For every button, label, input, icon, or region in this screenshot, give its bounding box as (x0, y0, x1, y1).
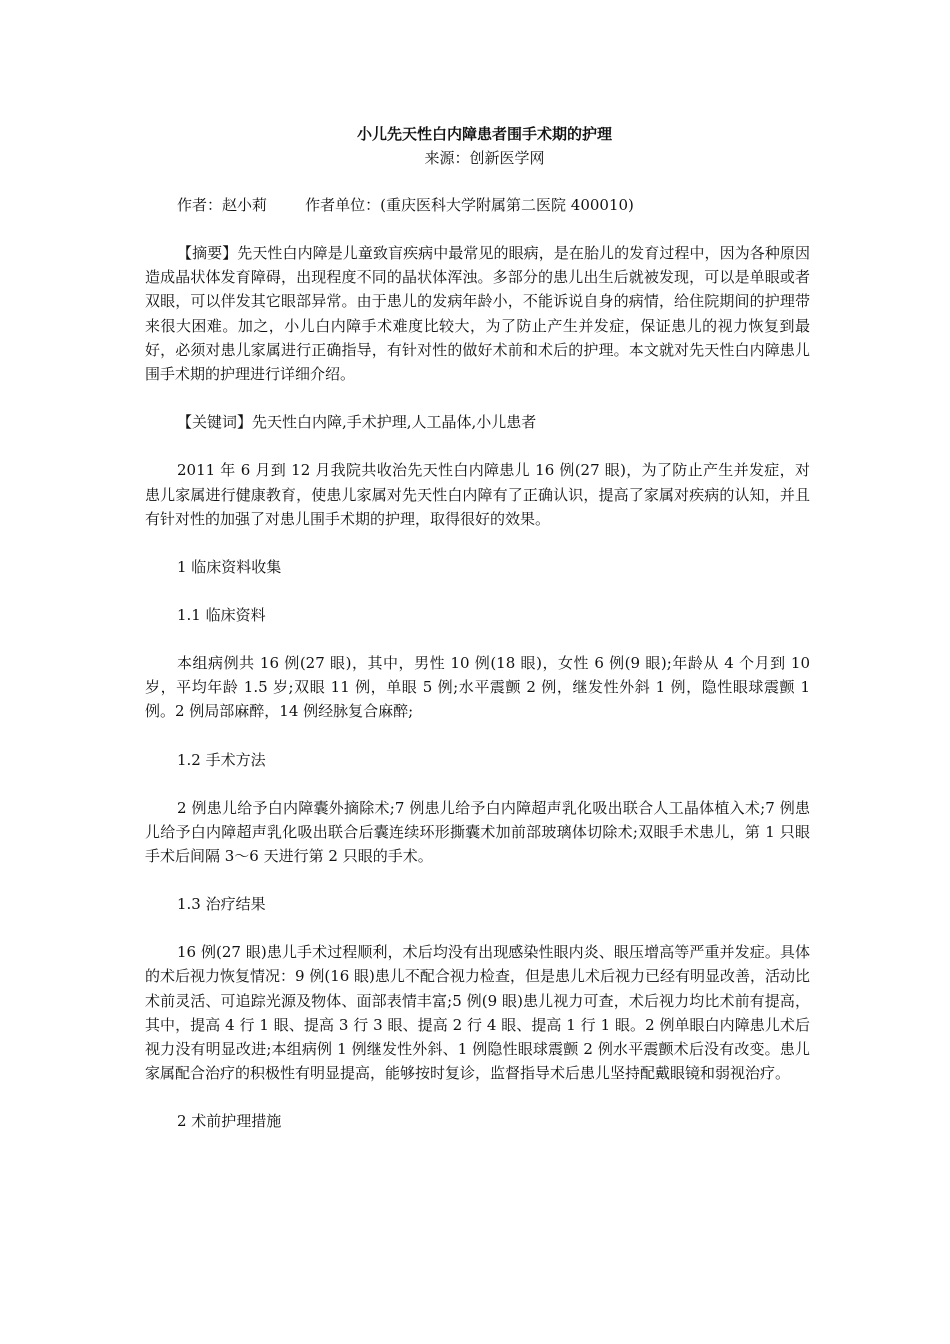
spacer (145, 531, 810, 555)
section-heading-1-3: 1.3 治疗结果 (177, 895, 266, 914)
author-name: 作者：赵小莉 (177, 196, 268, 214)
spacer (145, 916, 810, 940)
spacer (145, 772, 810, 796)
document-title: 小儿先天性白内障患者围手术期的护理 (356, 125, 612, 143)
spacer (145, 627, 810, 651)
intro-paragraph: 2011 年 6 月到 12 月我院共收治先天性白内障患儿 16 例(27 眼)，为了防止产生并发症，对患儿家属进行健康教育，使患儿家属对先天性白内障有了正确认识，提高了家属对疾病的认知，并且有针对性的加强了对患儿围手术期的护理，取得很好的效果。 (145, 461, 810, 528)
document-source: 来源：创新医学网 (424, 149, 545, 167)
section-heading-1: 1 临床资料收集 (177, 558, 282, 577)
spacer (145, 1085, 810, 1109)
spacer (145, 386, 810, 410)
spacer (145, 579, 810, 603)
section-heading-1-1: 1.1 临床资料 (177, 606, 266, 625)
author-line (145, 193, 810, 217)
spacer (145, 724, 810, 748)
keywords-paragraph: 【关键词】先天性白内障,手术护理,人工晶体,小儿患者 (177, 413, 537, 432)
document-page (145, 122, 810, 1133)
spacer (145, 217, 810, 241)
section-heading-1-2: 1.2 手术方法 (177, 750, 266, 769)
treatment-result-paragraph: 16 例(27 眼)患儿手术过程顺利，术后均没有出现感染性眼内炎、眼压增高等严重并发症。具体的术后视力恢复情况：9 例(16 眼)患儿不配合视力检查，但是患儿术后视力已经有明显改善，活动比术前灵活、可追踪光源及物体、面部表情丰富;5 例(9 眼)患儿视力可查，术后视力均比术前有提高，其中，提高 4 行 1 眼、提高 3 行 3 眼、提高 2 行 4 眼、提高 1 行 1 眼。2 例单眼白内障患儿术后视力没有明显改进;本组病例 1 例继发性外斜、1 例隐性眼球震颤 2 例水平震颤术后没有改变。患儿家属配合治疗的积极性有明显提高，能够按时复诊，监督指导术后患儿坚持配戴眼镜和弱视治疗。 (145, 943, 810, 1083)
author-spacer (267, 196, 305, 214)
author-affiliation: 作者单位：(重庆医科大学附属第二医院 400010) (305, 196, 634, 214)
spacer (145, 868, 810, 892)
section-heading-2: 2 术前护理措施 (177, 1112, 282, 1131)
clinical-data-paragraph: 本组病例共 16 例(27 眼)，其中，男性 10 例(18 眼)，女性 6 例(9 眼);年龄从 4 个月到 10 岁，平均年龄 1.5 岁;双眼 11 例，单眼 5 例;水平震颤 2 例，继发性外斜 1 例，隐性眼球震颤 1 例。2 例局部麻醉，14 例经脉复合麻醉; (145, 654, 810, 721)
abstract-paragraph: 【摘要】先天性白内障是儿童致盲疾病中最常见的眼病，是在胎儿的发育过程中，因为各种原因造成晶状体发育障碍，出现程度不同的晶状体浑浊。多部分的患儿出生后就被发现，可以是单眼或者双眼，可以伴发其它眼部异常。由于患儿的发病年龄小，不能诉说自身的病情，给住院期间的护理带来很大困难。加之，小儿白内障手术难度比较大，为了防止产生并发症，保证患儿的视力恢复到最好，必须对患儿家属进行正确指导，有针对性的做好术前和术后的护理。本文就对先天性白内障患儿围手术期的护理进行详细介绍。 (145, 244, 810, 384)
surgery-method-paragraph: 2 例患儿给予白内障囊外摘除术;7 例患儿给予白内障超声乳化吸出联合人工晶体植入术;7 例患儿给予白内障超声乳化吸出联合后囊连续环形撕囊术加前部玻璃体切除术;双眼手术患儿，第 1 只眼手术后间隔 3～6 天进行第 2 只眼的手术。 (145, 798, 810, 866)
spacer (145, 434, 810, 458)
